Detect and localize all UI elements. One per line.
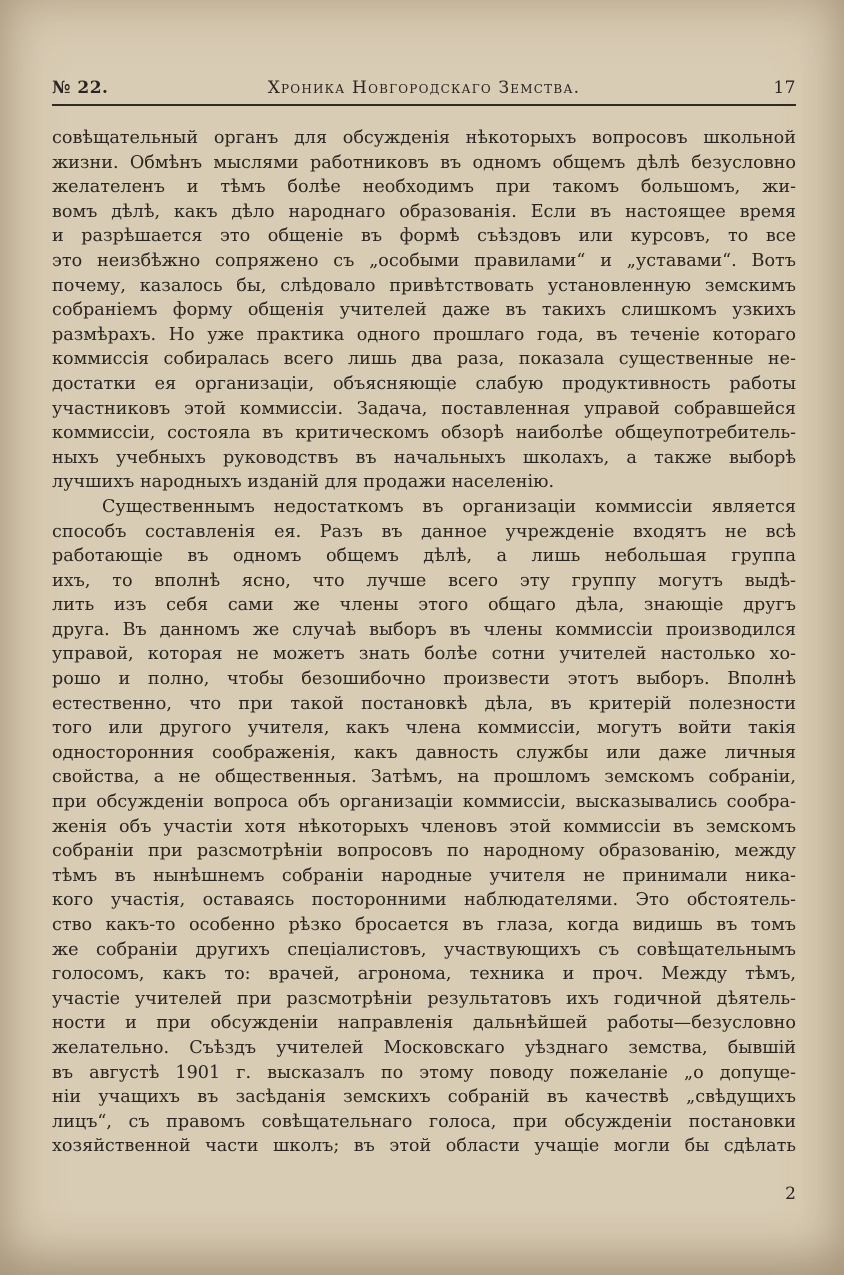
text-line: участіе учителей при разсмотрѣніи результатовъ ихъ годичной дѣятель- <box>52 988 796 1009</box>
text-line: совѣщательный органъ для обсужденія нѣкоторыхъ вопросовъ школьной <box>52 128 796 148</box>
text-line: ихъ, то вполнѣ ясно, что лучше всего эту группу могутъ выдѣ- <box>52 570 796 591</box>
text-line: коммиссіи, состояла въ критическомъ обзорѣ наиболѣе общеупотребитель- <box>52 423 796 444</box>
text-line: ніи учащихъ въ засѣданія земскихъ собраній въ качествѣ „свѣдущихъ <box>52 1087 796 1108</box>
text-line: собраніи при разсмотрѣніи вопросовъ по народному образованію, между <box>52 841 796 862</box>
text-line: желательно. Съѣздъ учителей Московскаго уѣзднаго земства, бывшій <box>52 1037 796 1058</box>
text-line: рошо и полно, чтобы безошибочно произвести этотъ выборъ. Вполнѣ <box>52 669 796 690</box>
text-line: жизни. Обмѣнъ мыслями работниковъ въ одномъ общемъ дѣлѣ безусловно <box>52 152 796 173</box>
text-line: лицъ“, съ правомъ совѣщательнаго голоса, при обсужденіи постановки <box>52 1111 796 1132</box>
header-rule <box>52 104 796 106</box>
text-line: достатки ея организаціи, объясняющіе слабую продуктивность работы <box>52 373 796 394</box>
text-line: въ августѣ 1901 г. высказалъ по этому поводу пожеланіе „о допуще- <box>52 1062 796 1083</box>
issue-number: № 22. <box>52 78 109 98</box>
text-line: управой, которая не можетъ знать болѣе сотни учителей настолько хо- <box>52 644 796 665</box>
paragraph-1 <box>52 126 796 495</box>
text-line: Существеннымъ недостаткомъ въ организаціи коммиссіи является <box>102 496 796 517</box>
text-line: ство какъ-то особенно рѣзко бросается въ глаза, когда видишь въ томъ <box>52 915 796 935</box>
signature-mark: 2 <box>785 1184 796 1204</box>
text-line: того или другого учителя, какъ члена коммиссіи, могутъ войти такія <box>52 718 796 739</box>
text-line: почему, казалось бы, слѣдовало привѣтствовать установленную земскимъ <box>52 275 796 296</box>
text-line: голосомъ, какъ то: врачей, агронома, техника и проч. Между тѣмъ, <box>52 964 796 985</box>
text-line: ности и при обсужденіи направленія дальнѣйшей работы—безусловно <box>52 1013 796 1034</box>
text-line: вомъ дѣлѣ, какъ дѣло народнаго образованія. Если въ настоящее время <box>52 201 796 222</box>
text-line: собраніемъ форму общенія учителей даже въ такихъ слишкомъ узкихъ <box>52 300 796 321</box>
text-line: естественно, что при такой постановкѣ дѣла, въ критерій полезности <box>52 693 796 714</box>
text-line: способъ составленія ея. Разъ въ данное учрежденіе входятъ не всѣ <box>52 521 796 542</box>
paragraph-2 <box>52 495 796 1159</box>
page-number: 17 <box>773 78 796 98</box>
text-line: участниковъ этой коммиссіи. Задача, поставленная управой собравшейся <box>52 398 796 419</box>
journal-title: Хроника Новгородскаго Земства. <box>267 78 581 98</box>
running-header <box>52 78 796 102</box>
text-line: это неизбѣжно сопряжено съ „особыми правилами“ и „уставами“. Вотъ <box>52 250 796 271</box>
text-line: работающіе въ одномъ общемъ дѣлѣ, а лишь небольшая группа <box>52 546 796 567</box>
text-line: лить изъ себя сами же члены этого общаго дѣла, знающіе другъ <box>52 595 796 616</box>
text-line: при обсужденіи вопроса объ организаціи коммиссіи, высказывались сообра- <box>52 792 796 813</box>
text-line: коммиссія собиралась всего лишь два раза, показала существенные не- <box>52 349 796 370</box>
text-line: односторонния соображенія, какъ давность службы или даже личныя <box>52 742 796 763</box>
text-line: свойства, а не общественныя. Затѣмъ, на прошломъ земскомъ собраніи, <box>52 767 796 788</box>
text-line: тѣмъ въ нынѣшнемъ собраніи народные учителя не принимали ника- <box>52 865 796 886</box>
body-text <box>52 126 796 1159</box>
text-line: кого участія, оставаясь посторонними наблюдателями. Это обстоятель- <box>52 890 796 911</box>
text-line: и разрѣшается это общеніе въ формѣ съѣздовъ или курсовъ, то все <box>52 226 796 247</box>
text-line: ныхъ учебныхъ руководствъ въ начальныхъ школахъ, а также выборѣ <box>52 447 796 468</box>
text-line: желателенъ и тѣмъ болѣе необходимъ при такомъ большомъ, жи- <box>52 177 796 198</box>
text-line: же собраніи другихъ спеціалистовъ, участвующихъ съ совѣщательнымъ <box>52 939 796 960</box>
text-line: женія объ участіи хотя нѣкоторыхъ членовъ этой коммиссіи въ земскомъ <box>52 816 796 837</box>
text-line: друга. Въ данномъ же случаѣ выборъ въ члены коммиссіи производился <box>52 619 796 640</box>
text-line: хозяйственной части школъ; въ этой области учащіе могли бы сдѣлать <box>52 1136 796 1157</box>
text-line: лучшихъ народныхъ изданій для продажи населенію. <box>52 472 555 493</box>
text-line: размѣрахъ. Но уже практика одного прошлаго года, въ теченіе котораго <box>52 324 796 345</box>
